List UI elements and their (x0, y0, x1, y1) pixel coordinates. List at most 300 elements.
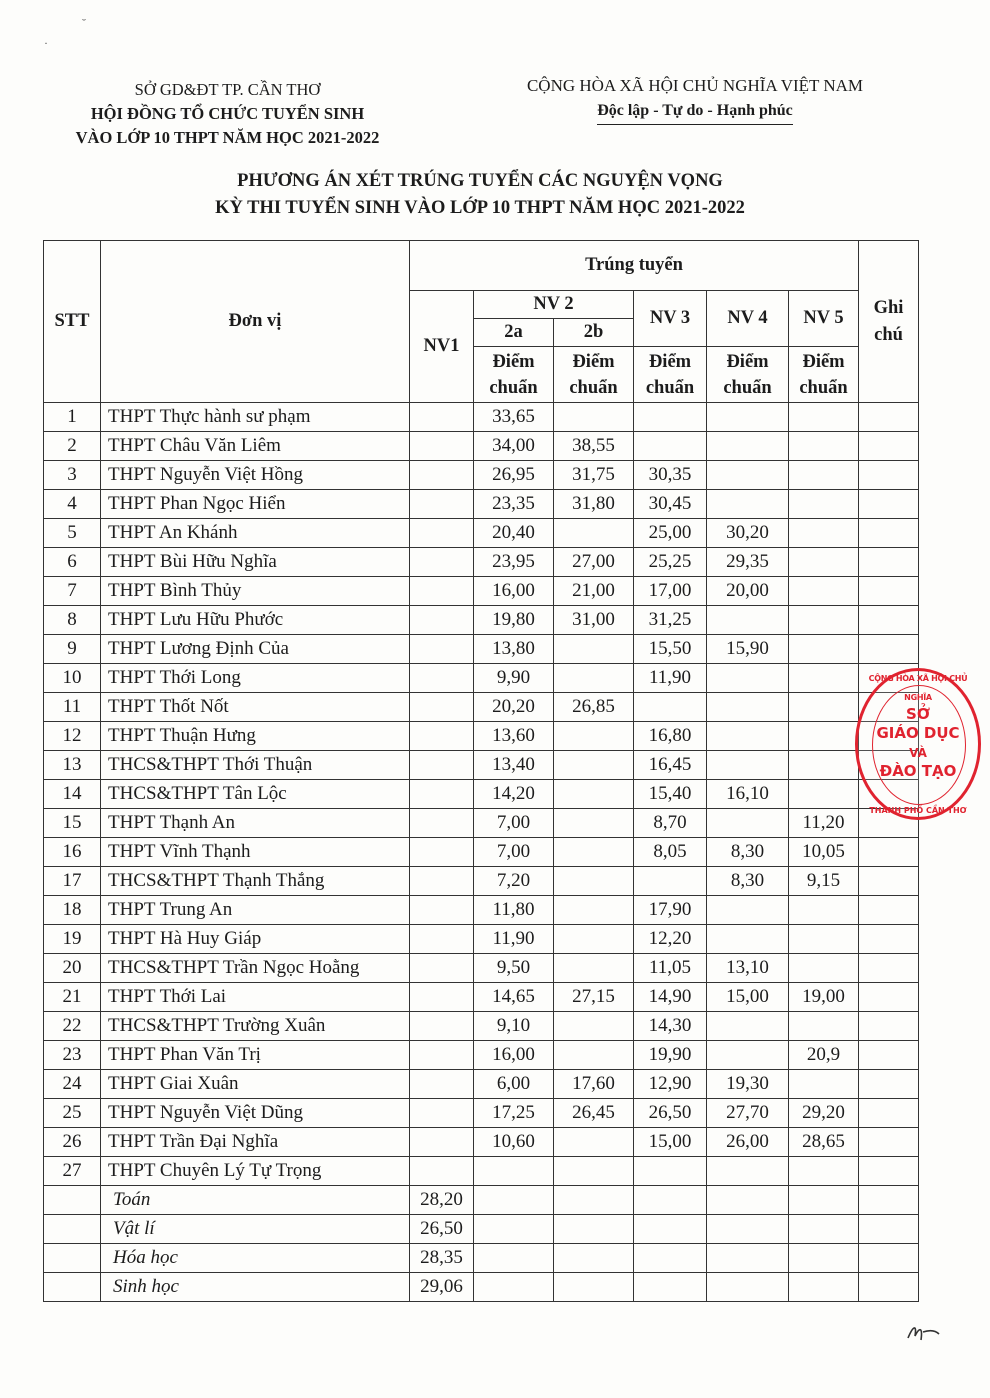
row-stt: 9 (44, 635, 101, 664)
table-row (44, 1128, 919, 1157)
cell-nv5 (789, 403, 859, 432)
official-seal (855, 668, 981, 820)
cell-nv2b (554, 925, 634, 954)
scan-mark-icon: · (44, 36, 48, 50)
cell-nv2b: 26,45 (554, 1099, 634, 1128)
cell-nv2b (554, 896, 634, 925)
cell-nv2a: 33,65 (474, 403, 554, 432)
cell-nv2a: 20,40 (474, 519, 554, 548)
cell-nv2b (554, 1128, 634, 1157)
cell-note (859, 1244, 919, 1273)
row-unit: THPT Nguyễn Việt Hồng (101, 461, 410, 490)
cell-nv2a: 14,65 (474, 983, 554, 1012)
cell-nv4 (707, 896, 789, 925)
cell-nv1 (410, 1070, 474, 1099)
table-row (44, 1041, 919, 1070)
cell-nv3 (634, 432, 707, 461)
cell-nv3: 26,50 (634, 1099, 707, 1128)
cell-nv2b: 27,00 (554, 548, 634, 577)
cell-nv2a: 10,60 (474, 1128, 554, 1157)
row-unit: THCS&THPT Thới Thuận (101, 751, 410, 780)
cell-note (859, 1041, 919, 1070)
cell-nv3: 17,90 (634, 896, 707, 925)
cell-nv3: 30,45 (634, 490, 707, 519)
cell-nv3: 16,80 (634, 722, 707, 751)
cell-nv2b (554, 751, 634, 780)
cell-nv3 (634, 693, 707, 722)
title-line-1: PHƯƠNG ÁN XÉT TRÚNG TUYỂN CÁC NGUYỆN VỌNG (237, 171, 723, 191)
cell-nv2a: 9,90 (474, 664, 554, 693)
cell-nv1: 26,50 (410, 1215, 474, 1244)
seal-ring-text: CỘNG HÒA XÃ HỘI CHỦ NGHĨA (868, 674, 968, 702)
row-unit: THPT Phan Văn Trị (101, 1041, 410, 1070)
cell-nv2b: 31,75 (554, 461, 634, 490)
cell-note (859, 519, 919, 548)
table-row (44, 1012, 919, 1041)
cell-note (859, 1012, 919, 1041)
cell-nv5: 9,15 (789, 867, 859, 896)
cell-nv1: 28,35 (410, 1244, 474, 1273)
cell-nv2b: 31,00 (554, 606, 634, 635)
cell-nv4 (707, 490, 789, 519)
cell-nv4: 27,70 (707, 1099, 789, 1128)
cell-nv3: 14,90 (634, 983, 707, 1012)
cell-nv4: 26,00 (707, 1128, 789, 1157)
row-unit: THCS&THPT Trường Xuân (101, 1012, 410, 1041)
cell-nv4: 16,10 (707, 780, 789, 809)
table-row (44, 403, 919, 432)
cell-nv3: 15,00 (634, 1128, 707, 1157)
cell-nv5 (789, 896, 859, 925)
row-stt: 5 (44, 519, 101, 548)
cell-empty (789, 1273, 859, 1302)
row-stt: 25 (44, 1099, 101, 1128)
cell-nv5 (789, 1012, 859, 1041)
cell-note (859, 1273, 919, 1302)
cell-nv3 (634, 1157, 707, 1186)
cell-nv5: 20,9 (789, 1041, 859, 1070)
issuing-authority (55, 78, 400, 150)
authority-line-1: SỞ GD&ĐT TP. CẦN THƠ (134, 80, 321, 99)
table-row (44, 1070, 919, 1099)
row-unit: THPT Trung An (101, 896, 410, 925)
cell-nv4: 29,35 (707, 548, 789, 577)
cell-note (859, 635, 919, 664)
cell-note (859, 1128, 919, 1157)
motto-line-1: CỘNG HÒA XÃ HỘI CHỦ NGHĨA VIỆT NAM (526, 76, 864, 95)
cell-nv5 (789, 461, 859, 490)
cell-nv3: 12,90 (634, 1070, 707, 1099)
row-unit: THPT Thạnh An (101, 809, 410, 838)
cell-nv2b (554, 403, 634, 432)
cell-nv1 (410, 809, 474, 838)
seal-line-3: VÀ (909, 746, 927, 760)
cell-nv5 (789, 751, 859, 780)
cell-empty (707, 1215, 789, 1244)
admitted-header: Trúng tuyển (410, 241, 859, 291)
table-row (44, 809, 919, 838)
cell-nv2b (554, 838, 634, 867)
row-unit: THPT Thới Lai (101, 983, 410, 1012)
nv5-header: NV 5 (789, 291, 859, 347)
cutoff-header (634, 347, 707, 403)
row-unit: THCS&THPT Trần Ngọc Hoằng (101, 954, 410, 983)
nv2b-header: 2b (554, 319, 634, 347)
cell-nv2b: 27,15 (554, 983, 634, 1012)
row-stt (44, 1273, 101, 1302)
cell-empty (707, 1244, 789, 1273)
cell-empty (554, 1273, 634, 1302)
cell-nv1 (410, 606, 474, 635)
row-stt: 10 (44, 664, 101, 693)
cell-nv3: 8,05 (634, 838, 707, 867)
seal-line-1: SỞ (906, 705, 930, 723)
row-stt: 22 (44, 1012, 101, 1041)
cutoff-header-text: Điểm chuẩn (569, 351, 618, 398)
table-row (44, 751, 919, 780)
cell-nv2b (554, 1041, 634, 1070)
table-row (44, 519, 919, 548)
table-row (44, 693, 919, 722)
cutoff-header-text: Điểm chuẩn (645, 351, 695, 398)
cutoff-header-text: Điểm chuẩn (799, 351, 848, 398)
cell-empty (474, 1244, 554, 1273)
cell-nv3: 19,90 (634, 1041, 707, 1070)
cell-nv2b (554, 722, 634, 751)
cell-nv4: 8,30 (707, 838, 789, 867)
cell-nv5 (789, 1157, 859, 1186)
cell-nv4 (707, 751, 789, 780)
cell-nv4 (707, 461, 789, 490)
cell-nv1 (410, 1128, 474, 1157)
cell-empty (634, 1244, 707, 1273)
cell-nv4 (707, 925, 789, 954)
cell-nv1 (410, 1012, 474, 1041)
cell-nv1: 29,06 (410, 1273, 474, 1302)
cell-nv2a: 13,40 (474, 751, 554, 780)
cell-nv1 (410, 664, 474, 693)
cell-nv1 (410, 896, 474, 925)
cell-nv2b: 21,00 (554, 577, 634, 606)
cell-note (859, 403, 919, 432)
row-subject: Sinh học (101, 1273, 410, 1302)
row-unit: THPT Phan Ngọc Hiển (101, 490, 410, 519)
title-line-2: KỲ THI TUYỂN SINH VÀO LỚP 10 THPT NĂM HỌC 2021-2022 (215, 198, 745, 218)
nv2-header: NV 2 (474, 291, 634, 319)
cell-nv3: 16,45 (634, 751, 707, 780)
cell-empty (474, 1273, 554, 1302)
cell-nv2a: 17,25 (474, 1099, 554, 1128)
row-stt: 19 (44, 925, 101, 954)
cell-nv4 (707, 432, 789, 461)
cell-nv2a: 19,80 (474, 606, 554, 635)
row-unit: THPT Giai Xuân (101, 1070, 410, 1099)
cell-nv2a: 11,80 (474, 896, 554, 925)
row-unit: THPT Vĩnh Thạnh (101, 838, 410, 867)
table-body (44, 403, 919, 1302)
cell-nv1 (410, 519, 474, 548)
cell-note (859, 896, 919, 925)
cell-empty (789, 1186, 859, 1215)
stt-header: STT (44, 241, 101, 403)
cell-nv3: 15,50 (634, 635, 707, 664)
cell-note (859, 490, 919, 519)
row-stt: 8 (44, 606, 101, 635)
row-stt (44, 1244, 101, 1273)
cell-note (859, 1215, 919, 1244)
note-header-text: Ghi chú (873, 297, 904, 345)
cell-nv4: 20,00 (707, 577, 789, 606)
cell-nv2a (474, 1157, 554, 1186)
cell-nv5 (789, 606, 859, 635)
cell-nv2b (554, 809, 634, 838)
cutoff-header (554, 347, 634, 403)
motto-line-2: Độc lập - Tự do - Hạnh phúc (597, 99, 793, 125)
cell-nv5 (789, 577, 859, 606)
cell-nv4: 15,00 (707, 983, 789, 1012)
cell-nv5: 28,65 (789, 1128, 859, 1157)
cell-empty (474, 1186, 554, 1215)
nv4-header: NV 4 (707, 291, 789, 347)
cell-empty (554, 1215, 634, 1244)
cell-nv5 (789, 693, 859, 722)
cell-nv1 (410, 1157, 474, 1186)
cell-empty (474, 1215, 554, 1244)
cell-nv2a: 7,20 (474, 867, 554, 896)
authority-line-2: HỘI ĐỒNG TỔ CHỨC TUYỂN SINH (90, 104, 365, 123)
cell-note (859, 606, 919, 635)
row-stt: 17 (44, 867, 101, 896)
scan-mark-icon: ˘ (82, 16, 86, 30)
row-stt: 4 (44, 490, 101, 519)
cell-nv3: 15,40 (634, 780, 707, 809)
subject-row (44, 1273, 919, 1302)
row-stt: 21 (44, 983, 101, 1012)
row-stt: 7 (44, 577, 101, 606)
table-row (44, 867, 919, 896)
cell-nv2a: 7,00 (474, 838, 554, 867)
row-unit: THPT Thực hành sư phạm (101, 403, 410, 432)
cell-nv2a: 9,50 (474, 954, 554, 983)
cell-nv5 (789, 635, 859, 664)
cell-nv2a: 16,00 (474, 1041, 554, 1070)
row-unit: THPT Nguyễn Việt Dũng (101, 1099, 410, 1128)
table-row (44, 1099, 919, 1128)
cell-nv4: 19,30 (707, 1070, 789, 1099)
cell-nv2a: 26,95 (474, 461, 554, 490)
cell-nv2b (554, 1157, 634, 1186)
cell-nv2b: 26,85 (554, 693, 634, 722)
cell-nv1: 28,20 (410, 1186, 474, 1215)
cell-nv1 (410, 838, 474, 867)
cell-nv1 (410, 1041, 474, 1070)
cell-nv2a: 13,80 (474, 635, 554, 664)
cell-nv1 (410, 780, 474, 809)
cell-note (859, 548, 919, 577)
row-subject: Hóa học (101, 1244, 410, 1273)
cell-note (859, 954, 919, 983)
cell-note (859, 577, 919, 606)
cell-nv3: 25,00 (634, 519, 707, 548)
admission-table (43, 240, 919, 1302)
cell-nv1 (410, 983, 474, 1012)
national-motto (500, 74, 890, 125)
cell-nv4 (707, 809, 789, 838)
row-stt: 27 (44, 1157, 101, 1186)
cell-nv4 (707, 1157, 789, 1186)
cell-nv4 (707, 606, 789, 635)
table-row (44, 635, 919, 664)
row-stt: 13 (44, 751, 101, 780)
row-stt: 23 (44, 1041, 101, 1070)
cell-note (859, 1099, 919, 1128)
row-unit: THCS&THPT Thạnh Thắng (101, 867, 410, 896)
table-row (44, 664, 919, 693)
cell-nv2b (554, 635, 634, 664)
document-title (130, 168, 830, 222)
cell-nv4 (707, 1041, 789, 1070)
row-stt: 24 (44, 1070, 101, 1099)
cell-nv3: 8,70 (634, 809, 707, 838)
cell-nv2b: 38,55 (554, 432, 634, 461)
cell-note (859, 867, 919, 896)
cell-nv3: 11,90 (634, 664, 707, 693)
table-row (44, 780, 919, 809)
cell-empty (554, 1244, 634, 1273)
row-unit: THPT Lưu Hữu Phước (101, 606, 410, 635)
cell-nv2b (554, 780, 634, 809)
cell-nv1 (410, 577, 474, 606)
row-stt: 18 (44, 896, 101, 925)
cell-empty (789, 1215, 859, 1244)
table-row (44, 432, 919, 461)
row-stt: 1 (44, 403, 101, 432)
row-stt: 15 (44, 809, 101, 838)
cell-nv2a: 11,90 (474, 925, 554, 954)
table-row (44, 838, 919, 867)
table-row (44, 925, 919, 954)
cell-nv4: 13,10 (707, 954, 789, 983)
cell-nv2a: 6,00 (474, 1070, 554, 1099)
cell-nv5 (789, 780, 859, 809)
cell-nv1 (410, 490, 474, 519)
seal-line-4: ĐÀO TẠO (879, 762, 957, 780)
row-unit: THPT Bình Thủy (101, 577, 410, 606)
cell-note (859, 983, 919, 1012)
cutoff-header (789, 347, 859, 403)
cell-nv2b: 31,80 (554, 490, 634, 519)
cell-nv2b (554, 664, 634, 693)
cell-note (859, 461, 919, 490)
row-subject: Toán (101, 1186, 410, 1215)
cell-nv1 (410, 867, 474, 896)
cell-nv5 (789, 664, 859, 693)
row-stt: 26 (44, 1128, 101, 1157)
row-unit: THPT Chuyên Lý Tự Trọng (101, 1157, 410, 1186)
cell-nv3 (634, 867, 707, 896)
cell-note (859, 1157, 919, 1186)
cell-nv2b: 17,60 (554, 1070, 634, 1099)
cell-nv5: 11,20 (789, 809, 859, 838)
table-row (44, 606, 919, 635)
cell-nv1 (410, 635, 474, 664)
table-row (44, 490, 919, 519)
cell-nv2a: 34,00 (474, 432, 554, 461)
cell-nv2a: 7,00 (474, 809, 554, 838)
cell-nv5 (789, 490, 859, 519)
nv3-header: NV 3 (634, 291, 707, 347)
cell-note (859, 432, 919, 461)
row-stt (44, 1186, 101, 1215)
cutoff-header (707, 347, 789, 403)
cell-nv1 (410, 461, 474, 490)
row-stt: 3 (44, 461, 101, 490)
row-unit: THCS&THPT Tân Lộc (101, 780, 410, 809)
cell-nv2a: 23,35 (474, 490, 554, 519)
cell-nv2b (554, 867, 634, 896)
cell-nv2b (554, 954, 634, 983)
cell-nv5 (789, 519, 859, 548)
cell-nv3: 12,20 (634, 925, 707, 954)
row-stt: 20 (44, 954, 101, 983)
signature-mark (905, 1318, 941, 1346)
table-row (44, 1157, 919, 1186)
cell-empty (634, 1273, 707, 1302)
seal-line-2: GIÁO DỤC (876, 724, 960, 742)
cell-nv5: 29,20 (789, 1099, 859, 1128)
cell-note (859, 1186, 919, 1215)
row-unit: THPT Hà Huy Giáp (101, 925, 410, 954)
cell-nv3 (634, 403, 707, 432)
cell-nv2a: 23,95 (474, 548, 554, 577)
row-stt: 11 (44, 693, 101, 722)
table-row (44, 577, 919, 606)
cell-nv4 (707, 403, 789, 432)
cell-nv3: 14,30 (634, 1012, 707, 1041)
cell-nv2a: 9,10 (474, 1012, 554, 1041)
cell-nv1 (410, 751, 474, 780)
cell-nv5 (789, 954, 859, 983)
cell-nv3: 25,25 (634, 548, 707, 577)
cell-nv2a: 20,20 (474, 693, 554, 722)
row-unit: THPT Lương Định Của (101, 635, 410, 664)
cell-nv1 (410, 403, 474, 432)
cell-note (859, 838, 919, 867)
row-unit: THPT Thốt Nốt (101, 693, 410, 722)
authority-line-3: VÀO LỚP 10 THPT NĂM HỌC 2021-2022 (75, 128, 380, 147)
cell-nv1 (410, 693, 474, 722)
cell-empty (707, 1186, 789, 1215)
unit-header: Đơn vị (101, 241, 410, 403)
row-unit: THPT An Khánh (101, 519, 410, 548)
cell-nv4 (707, 693, 789, 722)
cell-nv3: 31,25 (634, 606, 707, 635)
cell-nv3: 17,00 (634, 577, 707, 606)
cell-nv1 (410, 722, 474, 751)
cell-nv3: 11,05 (634, 954, 707, 983)
subject-row (44, 1244, 919, 1273)
cell-note (859, 925, 919, 954)
table-row (44, 722, 919, 751)
cell-nv2b (554, 1012, 634, 1041)
table-row (44, 896, 919, 925)
cell-nv4 (707, 1012, 789, 1041)
row-stt: 6 (44, 548, 101, 577)
cell-empty (554, 1186, 634, 1215)
table-row (44, 461, 919, 490)
cell-nv2a: 16,00 (474, 577, 554, 606)
cell-nv4: 15,90 (707, 635, 789, 664)
